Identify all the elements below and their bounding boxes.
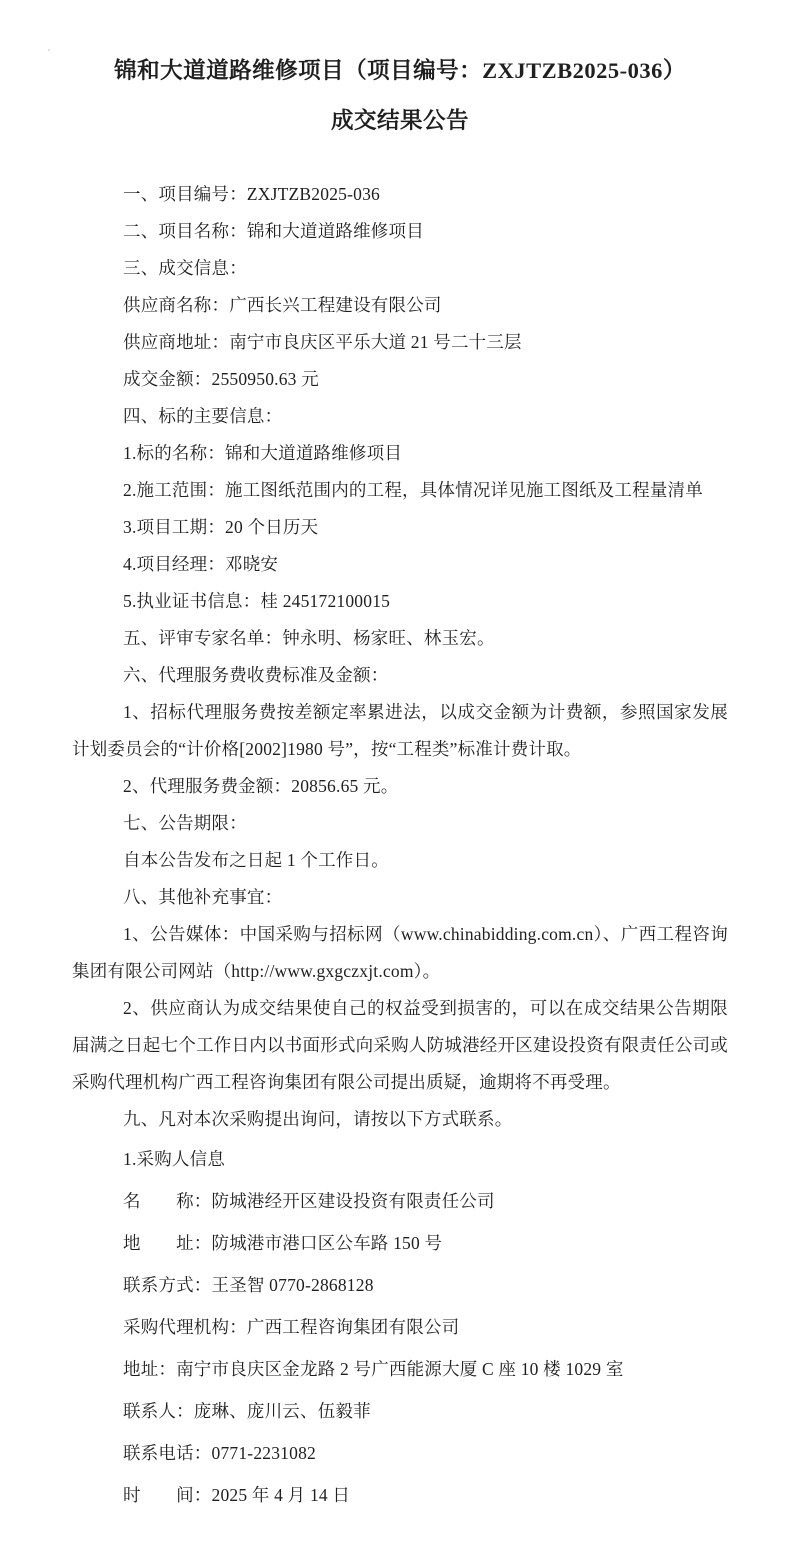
para-supplier-name: 供应商名称：广西长兴工程建设有限公司	[123, 295, 442, 315]
para-agency-fee-method: 1、招标代理服务费按差额定率累进法，以成交金额为计费额，参照国家发展计划委员会的“计价格[2002]1980 号”，按“工程类”标准计费计取。	[72, 702, 728, 759]
document-body	[72, 176, 728, 1516]
para-date: 时 间：2025 年 4 月 14 日	[123, 1485, 351, 1505]
para-subject-info-heading: 四、标的主要信息：	[123, 406, 283, 426]
para-announcement-period: 自本公告发布之日起 1 个工作日。	[123, 850, 389, 870]
para-contact-intro: 九、凡对本次采购提出询问，请按以下方式联系。	[123, 1109, 513, 1129]
para-objection-procedure: 2、供应商认为成交结果使自己的权益受到损害的，可以在成交结果公告期限届满之日起七个工作日内以书面形式向采购人防城港经开区建设投资有限责任公司或采购代理机构广西工程咨询集团有限公司提出质疑，逾期将不再受理。	[72, 998, 728, 1092]
para-supplier-address: 供应商地址：南宁市良庆区平乐大道 21 号二十三层	[123, 332, 522, 352]
para-project-duration: 3.项目工期：20 个日历天	[123, 517, 319, 537]
para-expert-list: 五、评审专家名单：钟永明、杨家旺、林玉宏。	[123, 628, 495, 648]
para-project-number: 一、项目编号：ZXJTZB2025-036	[123, 184, 380, 204]
para-construction-scope: 2.施工范围：施工图纸范围内的工程，具体情况详见施工图纸及工程量清单	[123, 480, 703, 500]
title-line-2: 成交结果公告	[330, 108, 469, 133]
para-project-name: 二、项目名称：锦和大道道路维修项目	[123, 221, 424, 241]
para-agency-contacts: 联系人：庞琳、庞川云、伍毅菲	[123, 1401, 371, 1421]
para-agency-fee-heading: 六、代理服务费收费标准及金额：	[123, 665, 389, 685]
para-project-manager: 4.项目经理：邓晓安	[123, 554, 279, 574]
para-certificate-info: 5.执业证书信息：桂 245172100015	[123, 591, 391, 611]
para-purchaser-name: 名 称：防城港经开区建设投资有限责任公司	[123, 1191, 495, 1211]
para-purchaser-address: 地 址：防城港市港口区公车路 150 号	[123, 1233, 443, 1253]
para-agency-phone: 联系电话：0771-2231082	[123, 1443, 316, 1463]
para-announcement-media: 1、公告媒体：中国采购与招标网（www.chinabidding.com.cn）、广西工程咨询集团有限公司网站（http://www.gxgczxjt.com）。	[72, 924, 728, 981]
para-purchaser-info-heading: 1.采购人信息	[123, 1149, 226, 1169]
para-deal-info-heading: 三、成交信息：	[123, 258, 247, 278]
para-supplementary-heading: 八、其他补充事宜：	[123, 887, 283, 907]
para-agency-fee-amount: 2、代理服务费金额：20856.65 元。	[123, 776, 399, 796]
para-agency-address: 地址：南宁市良庆区金龙路 2 号广西能源大厦 C 座 10 楼 1029 室	[123, 1359, 624, 1379]
document-title	[72, 46, 728, 146]
para-announcement-period-heading: 七、公告期限：	[123, 813, 247, 833]
para-subject-name: 1.标的名称：锦和大道道路维修项目	[123, 443, 403, 463]
para-agency-name: 采购代理机构：广西工程咨询集团有限公司	[123, 1317, 460, 1337]
para-purchaser-contact: 联系方式：王圣智 0770-2868128	[123, 1275, 374, 1295]
para-deal-amount: 成交金额：2550950.63 元	[123, 369, 319, 389]
stray-mark: '	[48, 47, 50, 59]
title-line-1: 锦和大道道路维修项目（项目编号：ZXJTZB2025-036）	[114, 58, 686, 83]
